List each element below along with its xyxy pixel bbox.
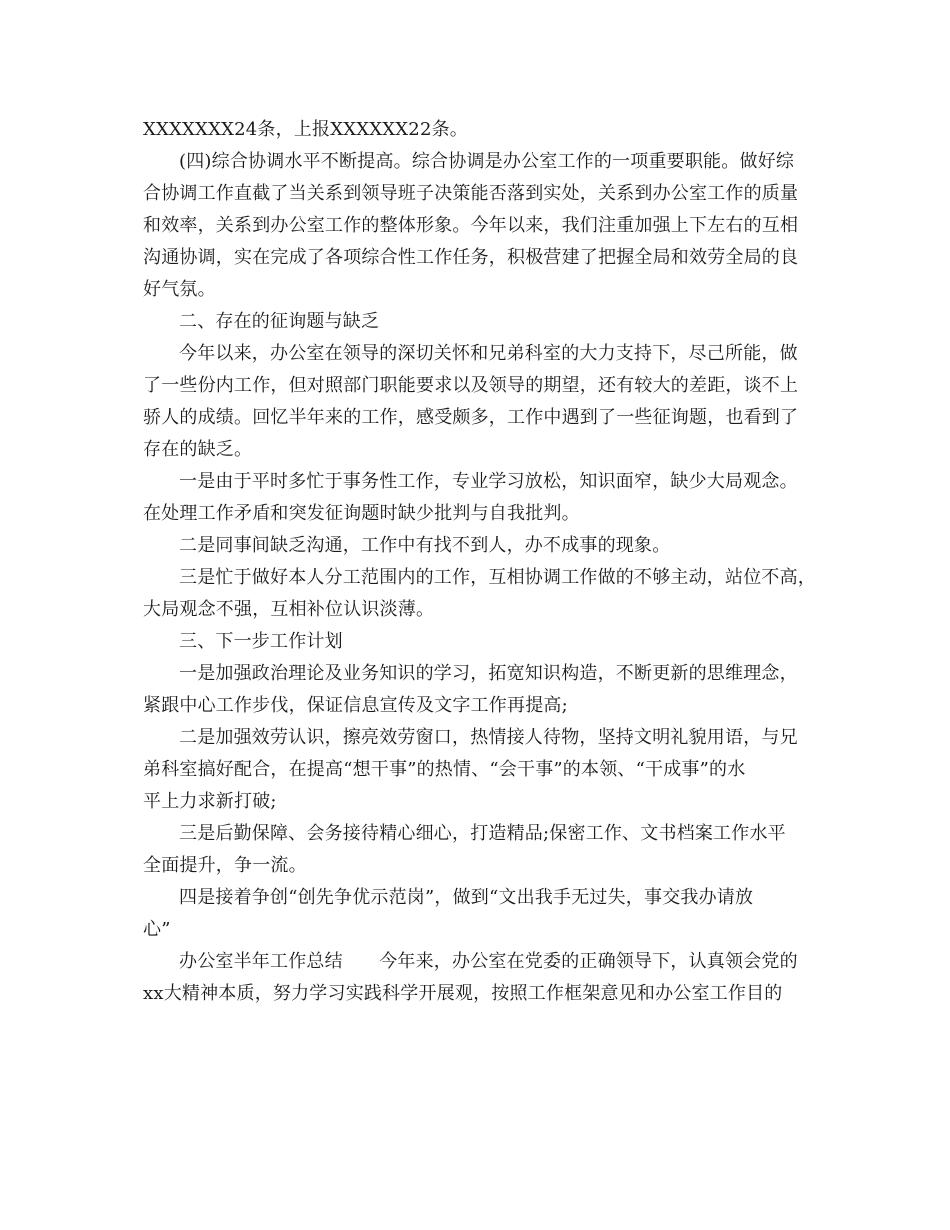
text-line: 紧跟中心工作步伐，保证信息宣传及文字工作再提高;: [143, 695, 568, 716]
text-line: 大局观念不强，互相补位认识淡薄。: [143, 599, 435, 620]
text-line: 一是由于平时多忙于事务性工作，专业学习放松，知识面窄，缺少大局观念。: [179, 471, 798, 492]
text-line: XXXXXXX24条，上报XXXXXX22条。: [143, 119, 468, 140]
text-line: 今年以来，办公室在领导的深切关怀和兄弟科室的大力支持下，尽己所能，做: [179, 343, 798, 364]
text-line: 四是接着争创“创先争优示范岗”，做到“文出我手无过失，事交我办请放: [179, 887, 754, 908]
text-line: 和效率，关系到办公室工作的整体形象。今年以来，我们注重加强上下左右的互相: [143, 215, 799, 236]
text-line: 存在的缺乏。: [143, 439, 253, 460]
text-line: (四)综合协调水平不断提高。综合协调是办公室工作的一项重要职能。做好综: [179, 151, 795, 172]
text-line: 办公室半年工作总结 今年来，办公室在党委的正确领导下，认真领会党的: [179, 951, 798, 972]
document-body: [143, 114, 823, 1010]
text-line: 了一些份内工作，但对照部门职能要求以及领导的期望，还有较大的差距，谈不上: [143, 375, 799, 396]
text-line: 三是后勤保障、会务接待精心细心，打造精品;保密工作、文书档案工作水平: [179, 823, 786, 844]
section-heading: 三、下一步工作计划: [179, 631, 343, 652]
text-line: 二是加强效劳认识，擦亮效劳窗口，热情接人待物，坚持文明礼貌用语，与兄: [179, 727, 798, 748]
section-heading: 二、存在的征询题与缺乏: [179, 311, 380, 332]
text-line: 合协调工作直截了当关系到领导班子决策能否落到实处，关系到办公室工作的质量: [143, 183, 799, 204]
text-line: 一是加强政治理论及业务知识的学习，拓宽知识构造，不断更新的思维理念，: [179, 663, 798, 684]
text-line: 全面提升，争一流。: [143, 855, 307, 876]
text-line: xx大精神本质，努力学习实践科学开展观，按照工作框架意见和办公室工作目的: [143, 983, 783, 1004]
text-line: 二是同事间缺乏沟通，工作中有找不到人，办不成事的现象。: [179, 535, 671, 556]
text-line: 在处理工作矛盾和突发征询题时缺少批判与自我批判。: [143, 503, 580, 524]
text-line: 平上力求新打破;: [143, 791, 277, 812]
text-line: 骄人的成绩。回忆半年来的工作，感受颇多，工作中遇到了一些征询题，也看到了: [143, 407, 799, 428]
text-line: 沟通协调，实在完成了各项综合性工作任务，积极营建了把握全局和效劳全局的良: [143, 247, 799, 268]
text-line: 弟科室搞好配合，在提高“想干事”的热情、“会干事”的本领、“干成事”的水: [143, 759, 746, 780]
text-line: 心”: [143, 919, 171, 940]
text-line: 好气氛。: [143, 279, 216, 300]
text-line: 三是忙于做好本人分工范围内的工作，互相协调工作做的不够主动，站位不高，: [179, 567, 816, 588]
